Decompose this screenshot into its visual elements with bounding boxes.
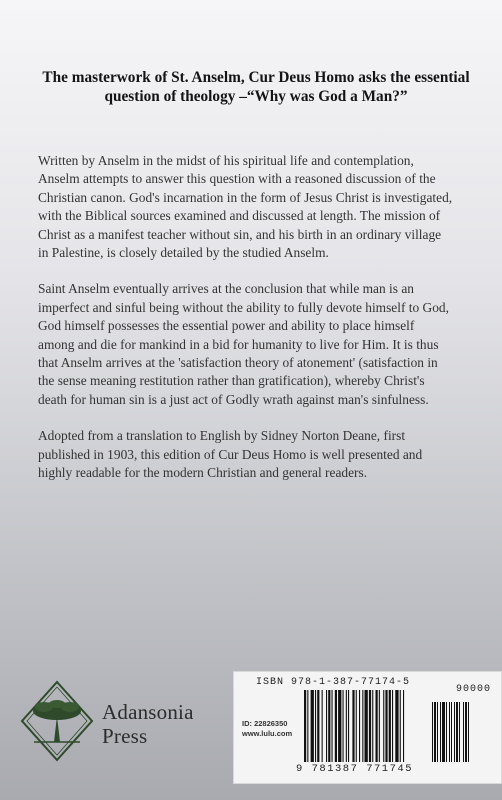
barcode-bar — [311, 690, 314, 762]
barcode-bar — [440, 702, 441, 762]
barcode-bar — [400, 690, 401, 762]
barcode-bar — [326, 690, 327, 762]
isbn-barcode-block — [233, 671, 502, 784]
barcode-bar — [437, 702, 438, 762]
barcode-bar — [459, 702, 460, 762]
barcode-bar — [376, 690, 378, 762]
barcode-bar — [465, 702, 467, 762]
barcode-bar — [362, 690, 363, 762]
barcode-icon — [304, 690, 494, 764]
barcode-bar — [449, 702, 450, 762]
barcode-digits: 9 781387 771745 — [296, 763, 414, 775]
barcode-bar — [352, 690, 354, 762]
barcode-bar — [359, 690, 360, 762]
description-paragraph-2: Saint Anselm eventually arrives at the conclusion that while man is an imperfect and sinful being without the ability to fully devote himself to God, God himself possesses the essential power and ability to place himself among and die for mankind in a bid for humanity to live for Him. It is thus that Anselm arrives at the 'satisfaction theory of atonement' (satisfaction in the sense meaning restitution rather than gratification), whereby Christ's death for human sin is a just act of Godly wrath against man's sinfulness. — [38, 281, 449, 407]
barcode-bar — [338, 690, 341, 762]
lulu-id: ID: 22826350 — [242, 719, 288, 728]
barcode-bar — [456, 702, 458, 762]
barcode-bar — [346, 690, 347, 762]
barcode-bar — [392, 690, 393, 762]
barcode-bar — [317, 690, 319, 762]
barcode-bar — [328, 690, 330, 762]
price-code: 90000 — [455, 684, 491, 695]
barcode-bar — [383, 690, 384, 762]
baobab-tree-logo-icon — [20, 680, 94, 762]
barcode-bar — [468, 702, 469, 762]
barcode-bar — [463, 702, 464, 762]
barcode-bar — [432, 702, 433, 762]
barcode-bar — [372, 690, 373, 762]
barcode-bar — [332, 690, 333, 762]
barcode-bar — [369, 690, 371, 762]
barcode-bar — [389, 690, 391, 762]
barcode-bar — [442, 702, 445, 762]
barcode-bar — [335, 690, 337, 762]
barcode-bar — [434, 702, 436, 762]
barcode-bar — [304, 690, 306, 762]
barcode-bar — [343, 690, 344, 762]
barcode-bar — [454, 702, 455, 762]
barcode-bar — [395, 690, 398, 762]
lulu-url: www.lulu.com — [242, 729, 293, 738]
lulu-meta — [242, 719, 292, 739]
description-body — [38, 152, 476, 501]
barcode-bar — [446, 702, 447, 762]
publisher-block — [20, 680, 220, 775]
barcode-bar — [356, 690, 357, 762]
barcode-bar — [307, 690, 308, 762]
back-cover-headline: The masterwork of St. Anselm, Cur Deus Homo asks the essential question of theology –“Why was God a Man?” — [42, 69, 470, 105]
publisher-name: Adansonia Press — [102, 700, 194, 748]
barcode-bar — [348, 690, 349, 762]
barcode-bar — [315, 690, 316, 762]
barcode-bar — [385, 690, 387, 762]
barcode-bar — [365, 690, 368, 762]
description-paragraph-1: Written by Anselm in the midst of his spiritual life and contemplation, Anselm attempts to answer this question with a reasoned discussion of the Christian canon. God's incarnation in the form of Jesus Christ is investigated, with the Biblical sources examined and discussed at length. The mission of Christ as a manifest teacher without sin, and his birth in an ordinary village in Palestine, is closely detailed by the studied Anselm. — [38, 153, 453, 261]
barcode-bar — [379, 690, 380, 762]
isbn-text: ISBN 978-1-387-77174-5 — [256, 677, 411, 688]
description-paragraph-3: Adopted from a translation to English by Sidney Norton Deane, first published in 1903, this edition of Cur Deus Homo is well presented and highly readable for the modern Christian and general readers. — [38, 428, 423, 481]
barcode-bar — [451, 702, 452, 762]
barcode-bar — [322, 690, 323, 762]
barcode-bar — [403, 690, 404, 762]
